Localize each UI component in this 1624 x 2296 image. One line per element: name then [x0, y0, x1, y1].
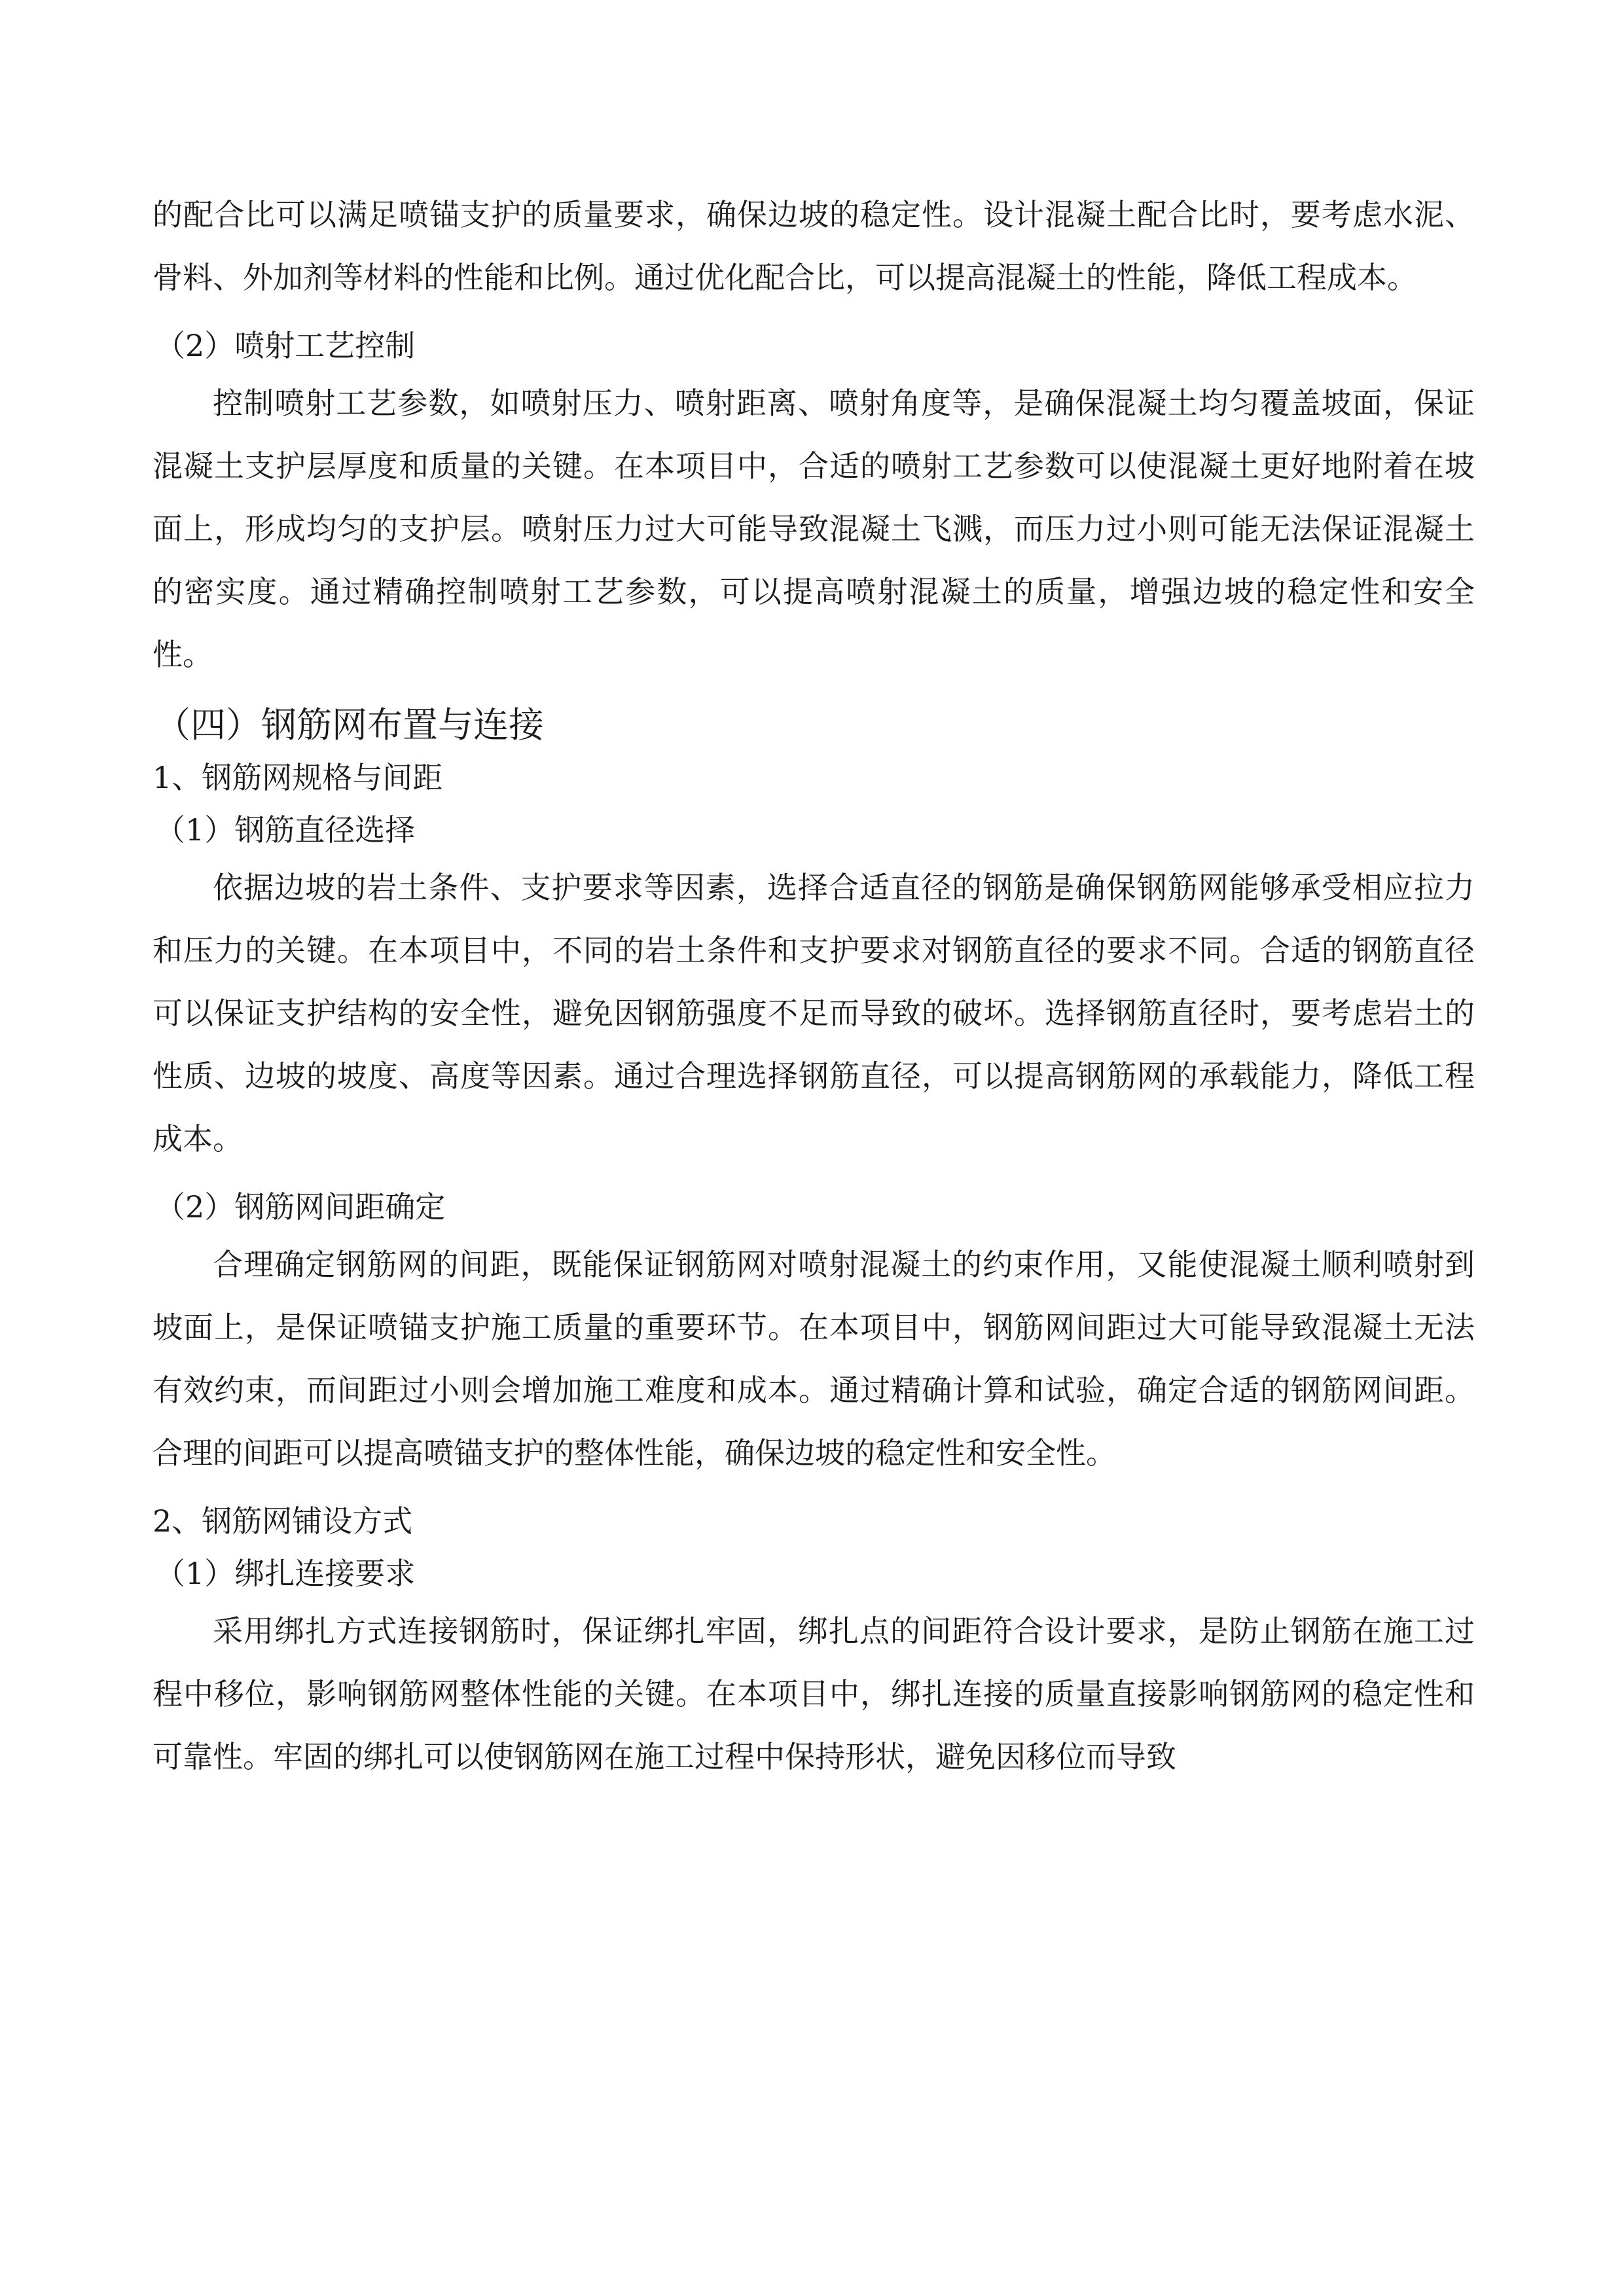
- document-page: [153, 183, 1475, 1788]
- subheading-diameter: （1）钢筋直径选择: [155, 812, 416, 848]
- heading-mesh-laying: 2、钢筋网铺设方式: [153, 1503, 413, 1539]
- subheading-spray-process: （2）喷射工艺控制: [155, 328, 416, 363]
- heading-mesh-spec: 1、钢筋网规格与间距: [153, 760, 443, 795]
- paragraph-spacing: 合理确定钢筋网的间距，既能保证钢筋网对喷射混凝土的约束作用，又能使混凝土顺利喷射到坡面上，是保证喷锚支护施工质量的重要环节。在本项目中，钢筋网间距过大可能导致混凝土无法有效约束，而间距过小则会增加施工难度和成本。通过精确计算和试验，确定合适的钢筋网间距。合理的间距可以提高喷锚支护的整体性能，确保边坡的稳定性和安全性。: [153, 1247, 1475, 1471]
- paragraph-spray-process: 控制喷射工艺参数，如喷射压力、喷射距离、喷射角度等，是确保混凝土均匀覆盖坡面，保证混凝土支护层厚度和质量的关键。在本项目中，合适的喷射工艺参数可以使混凝土更好地附着在坡面上，形成均匀的支护层。喷射压力过大可能导致混凝土飞溅，而压力过小则可能无法保证混凝土的密实度。通过精确控制喷射工艺参数，可以提高喷射混凝土的质量，增强边坡的稳定性和安全性。: [153, 386, 1475, 672]
- paragraph-mix-ratio: 的配合比可以满足喷锚支护的质量要求，确保边坡的稳定性。设计混凝土配合比时，要考虑水泥、骨料、外加剂等材料的性能和比例。通过优化配合比，可以提高混凝土的性能，降低工程成本。: [153, 197, 1475, 295]
- paragraph-binding: 采用绑扎方式连接钢筋时，保证绑扎牢固，绑扎点的间距符合设计要求，是防止钢筋在施工过程中移位，影响钢筋网整体性能的关键。在本项目中，绑扎连接的质量直接影响钢筋网的稳定性和可靠性。牢固的绑扎可以使钢筋网在施工过程中保持形状，避免因移位而导致: [153, 1613, 1475, 1774]
- subheading-binding: （1）绑扎连接要求: [155, 1556, 416, 1591]
- subheading-spacing: （2）钢筋网间距确定: [155, 1189, 446, 1225]
- paragraph-diameter: 依据边坡的岩土条件、支护要求等因素，选择合适直径的钢筋是确保钢筋网能够承受相应拉力和压力的关键。在本项目中，不同的岩土条件和支护要求对钢筋直径的要求不同。合适的钢筋直径可以保证支护结构的安全性，避免因钢筋强度不足而导致的破坏。选择钢筋直径时，要考虑岩土的性质、边坡的坡度、高度等因素。通过合理选择钢筋直径，可以提高钢筋网的承载能力，降低工程成本。: [153, 870, 1475, 1157]
- section-heading-mesh: （四）钢筋网布置与连接: [155, 704, 544, 745]
